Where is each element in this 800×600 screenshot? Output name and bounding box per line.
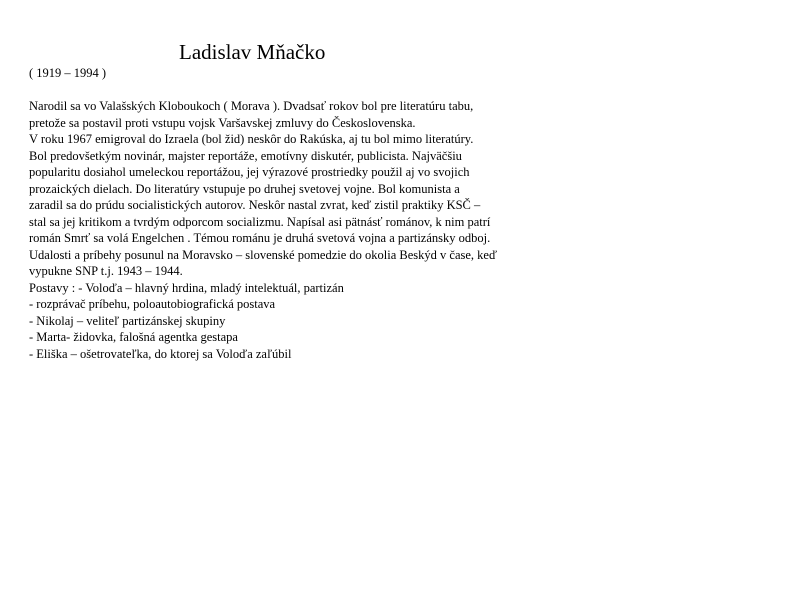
- body-line: vypukne SNP t.j. 1943 – 1944.: [29, 264, 183, 278]
- character-list-item: - Marta- židovka, falošná agentka gestapa: [29, 330, 238, 344]
- body-line: Narodil sa vo Valašských Kloboukoch ( Morava ). Dvadsať rokov bol pre literatúru tabu,: [29, 99, 474, 113]
- body-line: stal sa jej kritikom a tvrdým odporcom socializmu. Napísal asi pätnásť románov, k nim patrí: [29, 214, 491, 229]
- body-line: prozaických dielach. Do literatúry vstupuje po druhej svetovej vojne. Bol komunista a: [29, 181, 460, 196]
- author-life-years: ( 1919 – 1994 ): [29, 66, 107, 80]
- character-list-item: - rozprávač príbehu, poloautobiografická postava: [29, 297, 276, 311]
- body-line: popularitu dosiahol umeleckou reportážou, jej výrazové prostriedky použil aj vo svojich: [29, 165, 470, 179]
- body-line: zaradil sa do prúdu socialistických autorov. Neskôr nastal zvrat, keď zistil praktiky KSČ –: [29, 198, 481, 212]
- body-line: pretože sa postavil proti vstupu vojsk Varšavskej zmluvy do Československa.: [29, 115, 416, 130]
- document-title: Ladislav Mňačko: [179, 40, 326, 64]
- body-line: V roku 1967 emigroval do Izraela (bol žid) neskôr do Rakúska, aj tu bol mimo literatúry.: [29, 132, 474, 146]
- character-list-item: - Nikolaj – veliteľ partizánskej skupiny: [29, 313, 226, 328]
- body-line: Udalosti a príbehy posunul na Moravsko – slovenské pomedzie do okolia Beskýd v čase, keď: [29, 247, 498, 262]
- body-line: román Smrť sa volá Engelchen . Témou románu je druhá svetová vojna a partizánsky odboj.: [29, 231, 491, 245]
- character-list-item: - Eliška – ošetrovateľka, do ktorej sa Voloďa zaľúbil: [29, 346, 292, 361]
- body-line: Bol predovšetkým novinár, majster reportáže, emotívny diskutér, publicista. Najväčšiu: [29, 148, 462, 163]
- characters-heading-line: Postavy : - Voloďa – hlavný hrdina, mladý intelektuál, partizán: [29, 280, 344, 295]
- document-body: [29, 98, 589, 362]
